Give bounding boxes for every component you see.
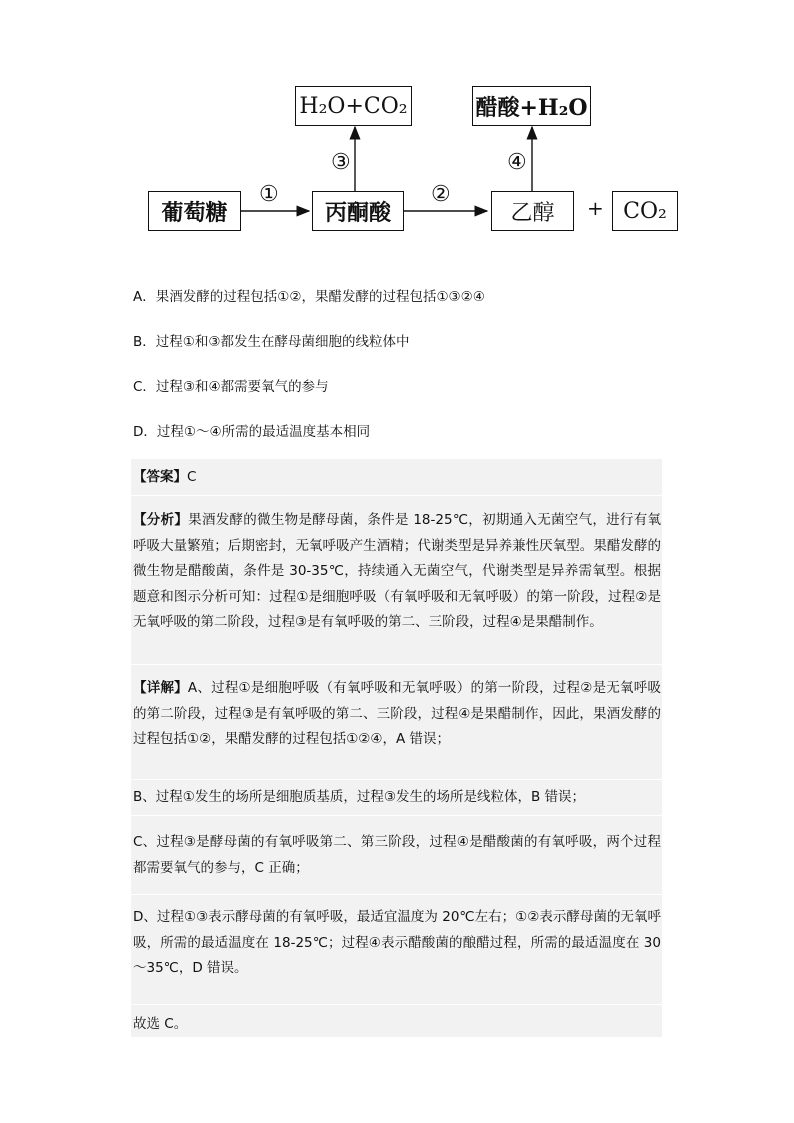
box-acetic-acid-water bbox=[472, 86, 591, 126]
detail-a-text: A、过程①是细胞呼吸（有氧呼吸和无氧呼吸）的第一阶段，过程②是无氧呼吸的第二阶段，过程③是有氧呼吸的第二、三阶段，过程④是果醋制作，因此，果酒发酵的过程包括①②，果醋发酵的过程包括①②④，A 错误； bbox=[133, 680, 661, 747]
detail-paragraph-b: B、过程①发生的场所是细胞质基质，过程③发生的场所是线粒体，B 错误； bbox=[133, 789, 586, 805]
box-acetic-acid-water-label: 醋酸+H₂O bbox=[475, 94, 588, 121]
analysis-label: 【分析】 bbox=[133, 512, 189, 528]
box-pyruvate bbox=[312, 191, 404, 231]
box-h2o-co2 bbox=[295, 86, 412, 126]
option-c: C．过程③和④都需要氧气的参与 bbox=[133, 379, 329, 395]
divider bbox=[131, 495, 662, 496]
respiration-pathway-diagram bbox=[140, 78, 690, 243]
step-3-label: ③ bbox=[331, 150, 351, 175]
box-h2o-co2-label: H₂O+CO₂ bbox=[299, 93, 408, 119]
box-glucose bbox=[148, 191, 241, 231]
answer-value: C bbox=[187, 469, 197, 485]
step-4-label: ④ bbox=[507, 150, 527, 175]
answer-label: 【答案】 bbox=[133, 469, 187, 485]
box-pyruvate-label: 丙酮酸 bbox=[324, 199, 391, 226]
step-2-label: ② bbox=[431, 182, 451, 207]
answer-line bbox=[133, 467, 661, 487]
detail-paragraph-a bbox=[133, 676, 661, 753]
option-d: D．过程①～④所需的最适温度基本相同 bbox=[133, 424, 371, 440]
analysis-paragraph bbox=[133, 508, 661, 636]
divider bbox=[131, 664, 662, 665]
step-1-label: ① bbox=[259, 182, 279, 207]
detail-paragraph-c: C、过程③是酵母菌的有氧呼吸第二、第三阶段，过程④是醋酸菌的有氧呼吸，两个过程都需要氧气的参与，C 正确； bbox=[133, 834, 661, 876]
detail-label: 【详解】 bbox=[133, 680, 188, 696]
option-a: A．果酒发酵的过程包括①②，果醋发酵的过程包括①③②④ bbox=[133, 289, 485, 305]
plus-sign: + bbox=[587, 196, 604, 220]
box-glucose-label: 葡萄糖 bbox=[161, 199, 228, 226]
box-ethanol bbox=[491, 191, 574, 231]
option-b: B．过程①和③都发生在酵母菌细胞的线粒体中 bbox=[133, 334, 410, 350]
detail-paragraph-d: D、过程①③表示酵母菌的有氧呼吸，最适宜温度为 20℃左右；①②表示酵母菌的无氧呼吸，所需的最适温度在 18-25℃；过程④表示醋酸菌的酿醋过程，所需的最适温度在 30～35℃，D 错误。 bbox=[133, 909, 661, 976]
box-co2-label: CO₂ bbox=[623, 198, 667, 224]
conclusion-line: 故选 C。 bbox=[133, 1016, 188, 1032]
box-co2 bbox=[612, 191, 678, 231]
divider bbox=[131, 894, 662, 895]
divider bbox=[131, 779, 662, 780]
divider bbox=[131, 1004, 662, 1005]
analysis-text: 果酒发酵的微生物是酵母菌，条件是 18-25℃，初期通入无菌空气，进行有氧呼吸大量繁殖；后期密封，无氧呼吸产生酒精；代谢类型是异养兼性厌氧型。果醋发酵的微生物是醋酸菌，条件是 30-35℃，持续通入无菌空气，代谢类型是异养需氧型。根据题意和图示分析可知：过程①是细胞呼吸（有氧呼吸和无氧呼吸）的第一阶段，过程②是无氧呼吸的第二阶段，过程③是有氧呼吸的第二、三阶段，过程④是果醋制作。 bbox=[133, 512, 662, 630]
box-ethanol-label: 乙醇 bbox=[510, 200, 555, 226]
divider bbox=[131, 815, 662, 816]
